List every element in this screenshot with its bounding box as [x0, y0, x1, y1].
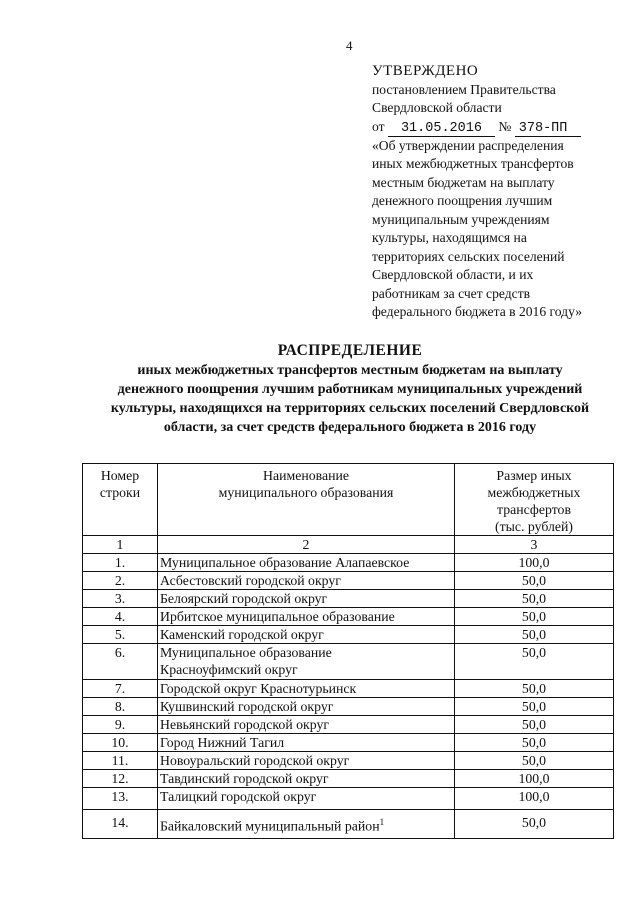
resolution-line: «Об утверждении распределения [372, 137, 564, 153]
transfer-amount: 50,0 [455, 590, 614, 608]
document-heading [60, 342, 640, 437]
municipality-name: Асбестовский городской округ [158, 572, 455, 590]
number-prefix: № [498, 118, 512, 134]
header-text: трансфертов [497, 502, 571, 517]
header-text: (тыс. рублей) [494, 519, 573, 534]
column-index: 3 [455, 536, 614, 554]
header-text: межбюджетных [487, 485, 581, 500]
table-row [83, 644, 614, 680]
distribution-table [82, 463, 614, 839]
municipality-name: Невьянский городской округ [158, 716, 455, 734]
transfer-amount: 50,0 [455, 716, 614, 734]
resolution-line: местным бюджетам на выплату [372, 174, 555, 190]
municipality-name [158, 644, 455, 680]
table-row [83, 788, 614, 810]
header-amount [455, 464, 614, 536]
municipality-name: Белоярский городской округ [158, 590, 455, 608]
table-row [83, 554, 614, 572]
transfer-amount: 50,0 [455, 752, 614, 770]
municipality-name: Городской округ Краснотурьинск [158, 680, 455, 698]
row-number: 9. [83, 716, 158, 734]
row-number: 4. [83, 608, 158, 626]
transfer-amount: 50,0 [455, 572, 614, 590]
transfer-amount: 50,0 [455, 626, 614, 644]
heading-line: культуры, находящихся на территориях сельских поселений Свердловской [110, 401, 590, 416]
transfer-amount: 50,0 [455, 698, 614, 716]
approval-line-2: Свердловской области [372, 100, 502, 115]
transfer-amount: 50,0 [455, 644, 614, 680]
municipality-name: Кушвинский городской округ [158, 698, 455, 716]
header-municipality [158, 464, 455, 536]
municipality-name: Новоуральский городской округ [158, 752, 455, 770]
resolution-line: культуры, находящимся на [372, 230, 527, 245]
approval-line-1: постановлением Правительства [372, 81, 556, 97]
municipality-name [158, 810, 455, 839]
transfer-amount: 100,0 [455, 770, 614, 788]
municipality-name: Ирбитское муниципальное образование [158, 608, 455, 626]
table-row [83, 716, 614, 734]
table-header-row [83, 464, 614, 536]
municipality-name: Каменский городской округ [158, 626, 455, 644]
approval-title: УТВЕРЖДЕНО [372, 63, 479, 79]
transfer-amount: 50,0 [455, 608, 614, 626]
transfer-amount: 50,0 [455, 734, 614, 752]
heading-title: РАСПРЕДЕЛЕНИЕ [277, 342, 423, 359]
approval-number: 378-ПП [515, 121, 581, 137]
row-number: 11. [83, 752, 158, 770]
resolution-line: федерального бюджета в 2016 году» [372, 304, 583, 319]
header-text: Наименование [263, 468, 349, 483]
row-number: 13. [83, 788, 158, 810]
table-row [83, 752, 614, 770]
header-text: строки [99, 485, 141, 500]
approval-date: 31.05.2016 [388, 121, 495, 137]
row-number: 6. [83, 644, 158, 680]
column-index: 1 [83, 536, 158, 554]
row-number: 10. [83, 734, 158, 752]
municipality-name-line: Муниципальное образование [160, 645, 332, 660]
row-number: 5. [83, 626, 158, 644]
row-number: 14. [83, 810, 158, 839]
table-row [83, 626, 614, 644]
table-row [83, 608, 614, 626]
row-number: 1. [83, 554, 158, 572]
row-number: 8. [83, 698, 158, 716]
row-number: 12. [83, 770, 158, 788]
table-row [83, 810, 614, 839]
resolution-line: муниципальным учреждениям [372, 211, 550, 227]
table-row [83, 770, 614, 788]
transfer-amount: 50,0 [455, 680, 614, 698]
table-row [83, 698, 614, 716]
page-number: 4 [346, 38, 353, 53]
date-prefix: от [372, 118, 385, 134]
approval-date-line [372, 118, 632, 137]
column-index: 2 [158, 536, 455, 554]
header-row-number [83, 464, 158, 536]
row-number: 3. [83, 590, 158, 608]
municipality-name: Город Нижний Тагил [158, 734, 455, 752]
municipality-name: Муниципальное образование Алапаевское [158, 554, 455, 572]
header-text: Размер иных [496, 468, 572, 483]
municipality-name: Талицкий городской округ [158, 788, 455, 810]
row-number: 2. [83, 572, 158, 590]
resolution-line: территориях сельских поселений [372, 248, 565, 264]
transfer-amount: 50,0 [455, 810, 614, 839]
resolution-line: Свердловской области, и их [372, 267, 534, 282]
transfer-amount: 100,0 [455, 788, 614, 810]
municipality-name-line: Красноуфимский округ [160, 662, 298, 677]
heading-line: области, за счет средств федерального бюджета в 2016 году [163, 420, 537, 435]
header-text: Номер [100, 468, 140, 483]
heading-line: денежного поощрения лучшим работникам муниципальных учреждений [117, 382, 583, 397]
municipality-name-text: Байкаловский муниципальный район [160, 818, 380, 834]
resolution-line: работникам за счет средств [372, 285, 531, 301]
row-number: 7. [83, 680, 158, 698]
header-text: муниципального образования [218, 485, 394, 500]
transfer-amount: 100,0 [455, 554, 614, 572]
approval-block [372, 62, 632, 322]
column-index-row [83, 536, 614, 554]
municipality-name: Тавдинский городской округ [158, 770, 455, 788]
table-row [83, 680, 614, 698]
resolution-line: денежного поощрения лучшим [372, 193, 553, 208]
resolution-line: иных межбюджетных трансфертов [372, 156, 574, 171]
footnote-marker: 1 [379, 817, 385, 827]
table-row [83, 590, 614, 608]
table-row [83, 734, 614, 752]
table-row [83, 572, 614, 590]
heading-line: иных межбюджетных трансфертов местным бюджетам на выплату [137, 363, 563, 378]
